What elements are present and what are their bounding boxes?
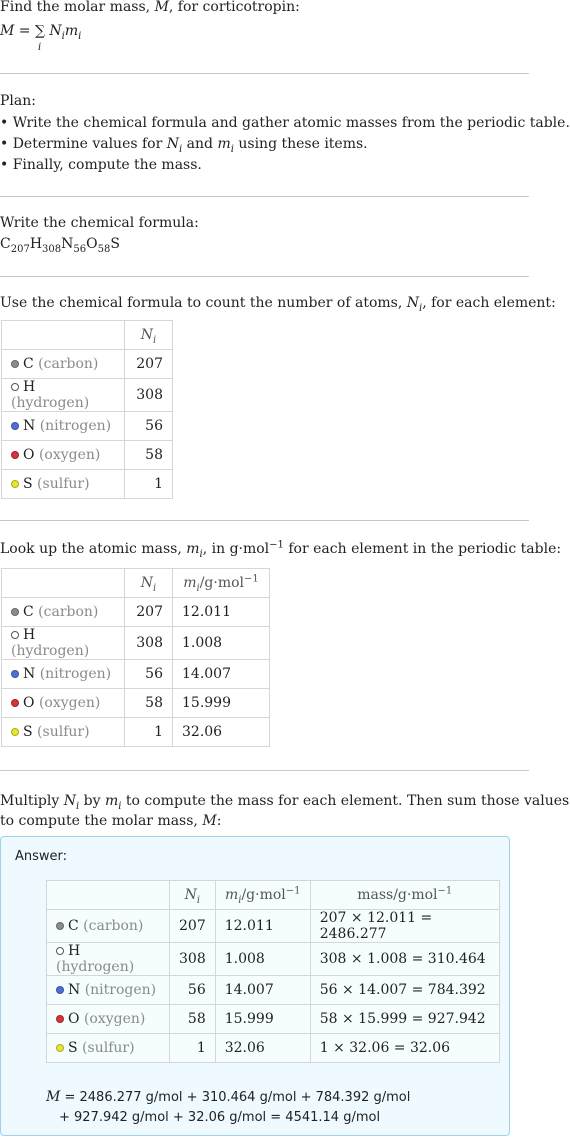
count-heading: Use the chemical formula to count the number of atoms, $N_i$, for each element: <box>0 295 556 314</box>
divider <box>0 276 529 277</box>
element-cell <box>2 718 125 747</box>
mass-header: mass/g·mol$^{-1}$ <box>310 881 499 910</box>
element-name: (oxygen) <box>38 447 101 463</box>
element-mass: 56 × 14.007 = 784.392 <box>310 976 499 1005</box>
mass-heading: Look up the atomic mass, $m_i$, in g·mol$^{-1}$ for each element in the periodic table: <box>0 539 562 560</box>
element-name: (hydrogen) <box>56 959 135 975</box>
plan-step-2: • Determine values for $N_i$ and $m_i$ using these items. <box>0 136 368 155</box>
element-color-icon <box>56 1015 64 1023</box>
m-header: $m_i/g\cdot mol^{-1}$ <box>215 881 310 910</box>
element-mass: 1 × 32.06 = 32.06 <box>310 1034 499 1063</box>
mass-table <box>1 568 270 747</box>
element-color-icon <box>11 451 19 459</box>
table-row <box>47 1034 500 1063</box>
table-row <box>2 412 173 441</box>
element-name: (carbon) <box>38 604 99 620</box>
element-symbol: H <box>68 943 81 959</box>
element-cell <box>2 379 125 412</box>
table-row <box>2 660 270 689</box>
element-color-icon <box>11 608 19 616</box>
table-row <box>2 470 173 499</box>
element-cell <box>47 1034 170 1063</box>
table-row <box>2 689 270 718</box>
divider <box>0 520 529 521</box>
atom-count: 1 <box>125 470 173 499</box>
element-name: (nitrogen) <box>84 982 157 998</box>
atomic-mass: 12.011 <box>215 910 310 943</box>
element-color-icon <box>11 631 19 639</box>
intro-title <box>0 0 300 17</box>
multiply-heading-2: to compute the molar mass, M: <box>0 813 222 829</box>
element-cell <box>47 976 170 1005</box>
element-symbol: N <box>23 418 40 434</box>
element-cell <box>47 910 170 943</box>
answer-table <box>46 880 500 1063</box>
atom-count: 56 <box>170 976 216 1005</box>
atomic-mass: 14.007 <box>215 976 310 1005</box>
element-cell <box>2 441 125 470</box>
element-name: (hydrogen) <box>11 643 90 659</box>
element-symbol: N <box>68 982 85 998</box>
element-color-icon <box>11 383 19 391</box>
plan-heading: Plan: <box>0 93 36 109</box>
element-color-icon <box>11 670 19 678</box>
formula-heading: Write the chemical formula: <box>0 215 199 231</box>
element-cell <box>47 1005 170 1034</box>
molar-mass-formula: M = ∑ $N_im_i$ <box>0 23 82 42</box>
element-cell <box>2 350 125 379</box>
element-name: (oxygen) <box>83 1011 146 1027</box>
multiply-heading-1: Multiply $N_i$ by $m_i$ to compute the mass for each element. Then sum those values <box>0 793 570 812</box>
atomic-mass: 15.999 <box>173 689 270 718</box>
table-row <box>2 718 270 747</box>
atom-count: 308 <box>125 379 173 412</box>
count-table <box>1 320 173 499</box>
element-name: (sulfur) <box>37 476 90 492</box>
element-name: (hydrogen) <box>11 395 90 411</box>
table-row <box>2 441 173 470</box>
n-header: $N_i$ <box>125 321 173 350</box>
atom-count: 56 <box>125 660 173 689</box>
atomic-mass: 15.999 <box>215 1005 310 1034</box>
element-color-icon <box>11 480 19 488</box>
atomic-mass: 32.06 <box>173 718 270 747</box>
result-line-1: M = 2486.277 g/mol + 310.464 g/mol + 784.392 g/mol <box>46 1089 411 1105</box>
n-header: $N_i$ <box>125 569 173 598</box>
answer-label: Answer: <box>15 849 68 864</box>
element-cell <box>2 412 125 441</box>
element-symbol: S <box>68 1040 83 1056</box>
element-color-icon <box>56 947 64 955</box>
table-row <box>2 598 270 627</box>
element-name: (oxygen) <box>38 695 101 711</box>
element-symbol: C <box>68 918 84 934</box>
element-symbol: S <box>23 724 38 740</box>
element-cell <box>2 598 125 627</box>
divider <box>0 196 529 197</box>
atom-count: 207 <box>125 350 173 379</box>
table-row <box>47 910 500 943</box>
chemical-formula: $C_{207}H_{308}N_{56}O_{58}S$ <box>0 236 120 255</box>
element-name: (sulfur) <box>37 724 90 740</box>
element-symbol: C <box>23 604 39 620</box>
element-mass: 308 × 1.008 = 310.464 <box>310 943 499 976</box>
atom-count: 308 <box>170 943 216 976</box>
divider <box>0 73 529 74</box>
plan-step-3: • Finally, compute the mass. <box>0 157 202 173</box>
element-mass: 207 × 12.011 = 2486.277 <box>310 910 499 943</box>
element-color-icon <box>11 728 19 736</box>
element-color-icon <box>56 1044 64 1052</box>
result-line-2: + 927.942 g/mol + 32.06 g/mol = 4541.14 g/mol <box>59 1110 381 1125</box>
element-cell <box>2 627 125 660</box>
element-cell <box>2 470 125 499</box>
n-header: $N_i$ <box>170 881 216 910</box>
element-color-icon <box>11 699 19 707</box>
atom-count: 58 <box>125 441 173 470</box>
atom-count: 1 <box>125 718 173 747</box>
sum-index: i <box>38 42 42 53</box>
atom-count: 58 <box>125 689 173 718</box>
element-color-icon <box>56 986 64 994</box>
atomic-mass: 14.007 <box>173 660 270 689</box>
atomic-mass: 12.011 <box>173 598 270 627</box>
element-symbol: O <box>23 695 39 711</box>
table-row <box>2 350 173 379</box>
element-cell <box>2 660 125 689</box>
table-row <box>2 627 270 660</box>
element-name: (nitrogen) <box>39 418 112 434</box>
divider <box>0 770 529 771</box>
element-name: (carbon) <box>83 918 144 934</box>
atom-count: 58 <box>170 1005 216 1034</box>
atom-count: 1 <box>170 1034 216 1063</box>
table-row <box>2 379 173 412</box>
intro-text: Find the molar mass, M, for corticotropin: <box>0 0 300 15</box>
element-cell <box>47 943 170 976</box>
atomic-mass: 1.008 <box>215 943 310 976</box>
m-header: $m_i/g\cdot mol^{-1}$ <box>173 569 270 598</box>
plan-step-1: • Write the chemical formula and gather atomic masses from the periodic table. <box>0 115 570 131</box>
element-symbol: H <box>23 627 36 643</box>
element-name: (nitrogen) <box>39 666 112 682</box>
element-symbol: H <box>23 379 36 395</box>
atomic-mass: 32.06 <box>215 1034 310 1063</box>
atom-count: 207 <box>125 598 173 627</box>
element-symbol: N <box>23 666 40 682</box>
element-cell <box>2 689 125 718</box>
atom-count: 56 <box>125 412 173 441</box>
element-color-icon <box>11 360 19 368</box>
atomic-mass: 1.008 <box>173 627 270 660</box>
element-symbol: O <box>23 447 39 463</box>
element-symbol: S <box>23 476 38 492</box>
element-color-icon <box>56 922 64 930</box>
atom-count: 207 <box>170 910 216 943</box>
element-symbol: C <box>23 356 39 372</box>
table-row <box>47 943 500 976</box>
element-name: (sulfur) <box>82 1040 135 1056</box>
table-row <box>47 1005 500 1034</box>
atom-count: 308 <box>125 627 173 660</box>
element-mass: 58 × 15.999 = 927.942 <box>310 1005 499 1034</box>
element-color-icon <box>11 422 19 430</box>
answer-box <box>0 836 510 1136</box>
table-row <box>47 976 500 1005</box>
element-name: (carbon) <box>38 356 99 372</box>
element-symbol: O <box>68 1011 84 1027</box>
